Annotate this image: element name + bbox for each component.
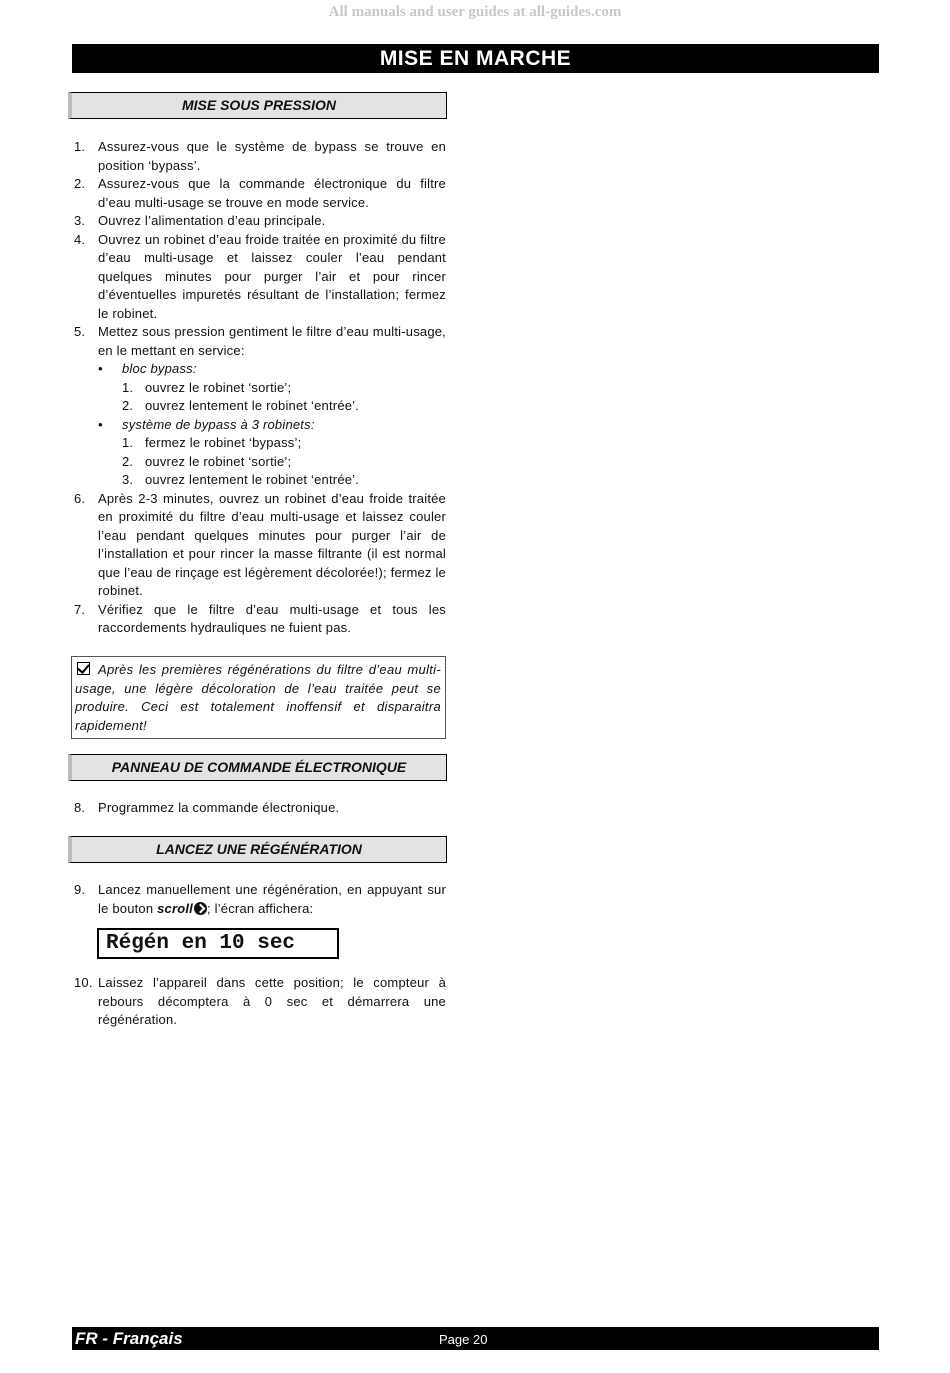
watermark: All manuals and user guides at all-guides.com: [328, 4, 622, 20]
regeneration-step-10: [72, 974, 446, 1030]
list-item: 9. Lancez manuellement une régénération, en appuyant sur le bouton scroll ; l’écran affichera:: [74, 882, 446, 916]
checkbox-icon: [77, 662, 90, 675]
bypass-block-label: • bloc bypass:: [72, 360, 446, 379]
lcd-display: Régén en 10 sec: [97, 928, 339, 959]
section-heading-regeneration: LANCEZ UNE RÉGÉNÉRATION: [68, 836, 447, 863]
programming-step: [72, 799, 446, 818]
list-item: 1. Assurez-vous que le système de bypass se trouve en position ‘bypass’.: [74, 139, 446, 173]
section-heading-panneau: PANNEAU DE COMMANDE ÉLECTRONIQUE: [68, 754, 447, 781]
page-title: MISE EN MARCHE: [72, 44, 879, 73]
pressurize-steps: [72, 138, 446, 638]
bullet-icon: •: [98, 361, 103, 376]
sub-step: 1. ouvrez le robinet ‘sortie’;: [122, 379, 292, 395]
section-heading-mise-sous-pression: MISE SOUS PRESSION: [68, 92, 447, 119]
list-item: 10. Laissez l’appareil dans cette position; le compteur à rebours décomptera à 0 sec et démarrera une régénération.: [74, 975, 446, 1027]
sub-step: 2. ouvrez lentement le robinet ‘entrée’.: [122, 398, 360, 413]
sub-step: 2. ouvrez le robinet ‘sortie’;: [122, 453, 292, 469]
list-item: 4. Ouvrez un robinet d’eau froide traitée en proximité du filtre d’eau multi-usage et laissez couler l’eau pendant quelques minutes pour purger l’air et pour rincer d’éventuelles impuretés résultant de l’installation; fermez le robinet.: [74, 231, 446, 321]
list-item: 7. Vérifiez que le filtre d’eau multi-usage et tous les raccordements hydrauliques ne fuient pas.: [74, 601, 446, 635]
list-item: 3. Ouvrez l’alimentation d’eau principale.: [74, 213, 326, 228]
scroll-button-icon: [194, 902, 207, 915]
page-number: Page 20: [439, 1332, 488, 1347]
bullet-icon: •: [98, 416, 103, 432]
note-box: Après les premières régénérations du filtre d’eau multi-usage, une légère décoloration de l’eau traitée peut se produire. Ceci est totalement inoffensif et disparaitra rapidement!: [71, 656, 446, 739]
list-item: 5. Mettez sous pression gentiment le filtre d’eau multi-usage, en le mettant en service:: [74, 324, 446, 358]
footer-bar: [72, 1327, 879, 1350]
list-item: 8. Programmez la commande électronique.: [74, 800, 340, 815]
sub-step: 3. ouvrez lentement le robinet ‘entrée’.: [122, 472, 360, 487]
list-item: 6. Après 2-3 minutes, ouvrez un robinet d’eau froide traitée en proximité du filtre d’eau multi-usage et laissez couler l’eau pendant quelques minutes pour purger l’air de l’installation et pour rincer la masse filtrante (il est normal que l’eau de rinçage est légèrement décolorée!); fermez le robinet.: [74, 490, 446, 598]
bypass-3-label: • système de bypass à 3 robinets:: [72, 416, 446, 435]
scroll-button-label: scroll: [157, 900, 193, 916]
list-item: 2. Assurez-vous que la commande électronique du filtre d’eau multi-usage se trouve en mode service.: [74, 176, 446, 210]
sub-step: 1. fermez le robinet ‘bypass’;: [122, 435, 302, 450]
regeneration-step-9: [72, 881, 446, 918]
footer-language: FR - Français: [75, 1329, 183, 1348]
